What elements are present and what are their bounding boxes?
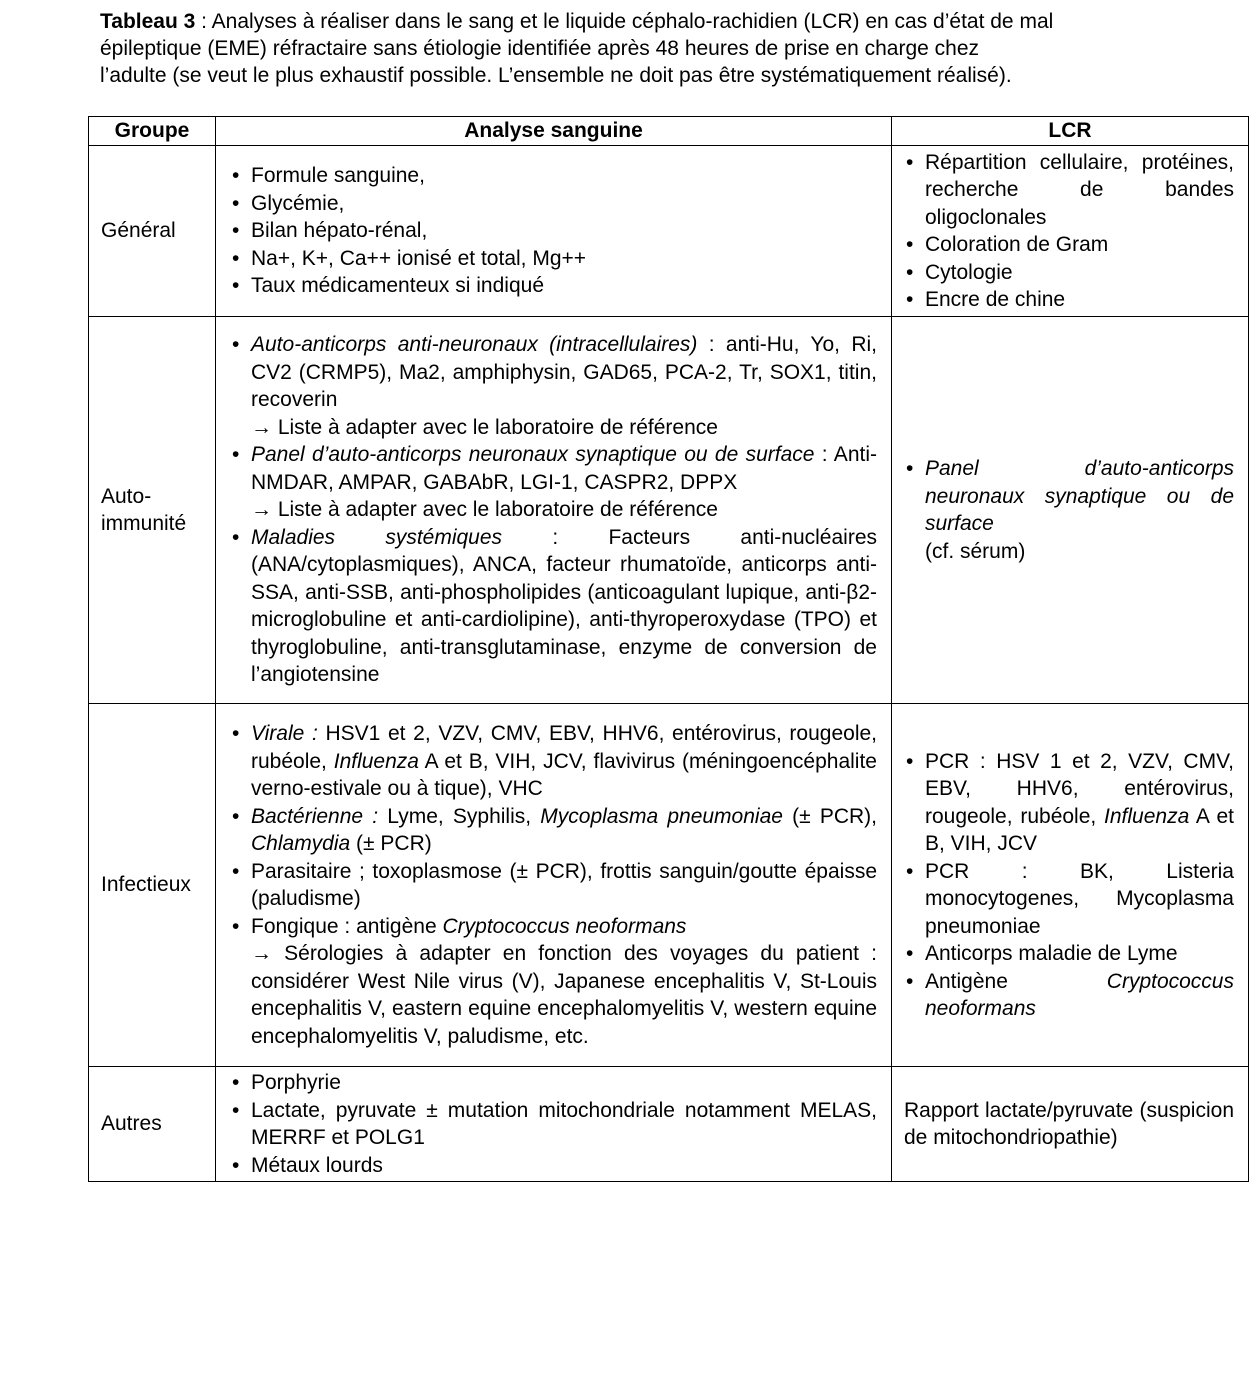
blood-cell-autres [216, 1067, 892, 1182]
list-item: • Glycémie, [230, 190, 877, 218]
list-item: • Anticorps maladie de Lyme [904, 940, 1234, 968]
header-analyse-sanguine: Analyse sanguine [216, 117, 892, 146]
header-groupe: Groupe [89, 117, 216, 146]
caption-line-3: l’adulte (se veut le plus exhaustif possible. L’ensemble ne doit pas être systématiquement réalisé). [100, 64, 1012, 87]
item-note: → Liste à adapter avec le laboratoire de référence [251, 498, 718, 522]
item-italic: Influenza [333, 749, 419, 773]
list-item: • Métaux lourds [230, 1152, 877, 1180]
list-item: • Na+, K+, Ca++ ionisé et total, Mg++ [230, 245, 877, 273]
header-lcr: LCR [892, 117, 1249, 146]
caption-label: Tableau 3 [100, 10, 196, 33]
group-cell-general: Général [89, 146, 216, 317]
item-text: : Anti-NMDAR, AMPAR, GABAbR, LGI-1, CASPR2, DPPX [251, 443, 877, 494]
item-text: (± PCR), [782, 804, 878, 828]
group-label-line-2: immunité [101, 512, 187, 535]
item-italic: Chlamydia [251, 832, 351, 855]
list-item: • PCR : BK, Listeria monocytogenes, Mycoplasma pneumoniae [904, 858, 1234, 941]
item-text: A et B, VIH, JCV [925, 804, 1234, 855]
blood-list-infectieux [230, 720, 877, 1050]
lcr-list-auto-immunite [904, 455, 1234, 565]
list-item: • Coloration de Gram [904, 231, 1234, 259]
item-text: : Facteurs anti-nucléaires (ANA/cytoplasmiques), ANCA, facteur rhumatoïde, anticorps anti-SSA, anti-SSB, anti-phospholipides (anticoagulant lupique, anti-β2-microglobuline et anti-cardiolipine), anti-thyroperoxydase (TPO) et thyroglobuline, anti-transglutaminase, enzyme de conversion de l’angiotensine [251, 525, 877, 687]
list-item: • Bilan hépato-rénal, [230, 217, 877, 245]
group-label-line-1: Auto- [101, 484, 152, 508]
item-text: Lyme, Syphilis, [378, 804, 541, 828]
table-row-general [89, 146, 1249, 317]
list-item: • Lactate, pyruvate ± mutation mitochondriale notamment MELAS, MERRF et POLG1 [230, 1097, 877, 1152]
list-item: • Répartition cellulaire, protéines, recherche de bandes oligoclonales [904, 149, 1234, 232]
blood-list-general [230, 162, 877, 300]
table-caption [100, 8, 1230, 89]
table-row-autres [89, 1067, 1249, 1182]
blood-cell-general [216, 146, 892, 317]
item-title: Virale : [251, 722, 318, 745]
item-text: HSV1 et 2, VZV, CMV, EBV, HHV6, entérovirus, rougeole, rubéole, [251, 722, 878, 773]
group-cell-infectieux: Infectieux [89, 704, 216, 1067]
table-row-auto-immunite [89, 317, 1249, 704]
item-italic: Mycoplasma pneumoniae [540, 804, 783, 828]
item-text: A et B, VIH, JCV, flavivirus (méningoencéphalite verno-estivale ou à tique), VHC [251, 749, 877, 800]
group-cell-auto-immunite [89, 317, 216, 704]
item-title: Panel d’auto-anticorps neuronaux synaptique ou de surface [251, 443, 815, 467]
blood-list-autres [230, 1069, 877, 1179]
blood-cell-auto-immunite [216, 317, 892, 704]
lcr-cell-general [892, 146, 1249, 317]
lcr-cell-auto-immunite [892, 317, 1249, 704]
list-item: • Cytologie [904, 259, 1234, 287]
item-text: PCR : HSV 1 et 2, VZV, CMV, EBV, HHV6, entérovirus, rougeole, rubéole, [925, 749, 1234, 828]
item-text: : anti-Hu, Yo, Ri, CV2 (CRMP5), Ma2, amphiphysin, GAD65, PCA-2, Tr, SOX1, titin, recoverin [251, 333, 877, 412]
list-item [230, 331, 877, 441]
item-title: Panel d’auto-anticorps neuronaux synaptique ou de surface [925, 457, 1234, 535]
item-text: Fongique : antigène [251, 914, 443, 938]
item-italic: Cryptococcus neoformans [925, 969, 1234, 1020]
list-item: • Porphyrie [230, 1069, 877, 1097]
item-text: Antigène [925, 969, 1107, 993]
list-item: • Parasitaire ; toxoplasmose (± PCR), frottis sanguin/goutte épaisse (paludisme) [230, 858, 877, 913]
item-italic: Influenza [1104, 804, 1190, 828]
caption-text-1: : Analyses à réaliser dans le sang et le liquide céphalo-rachidien (LCR) en cas d’état de mal [195, 10, 1054, 33]
lcr-cell-infectieux [892, 704, 1249, 1067]
item-title: Maladies systémiques [251, 525, 503, 549]
item-text: (± PCR) [350, 832, 432, 855]
list-item [230, 803, 877, 858]
item-note: → Liste à adapter avec le laboratoire de référence [251, 415, 718, 439]
table-header-row [89, 117, 1249, 146]
list-item [904, 455, 1234, 565]
list-item: • Taux médicamenteux si indiqué [230, 272, 877, 300]
table-row-infectieux [89, 704, 1249, 1067]
list-item [904, 968, 1234, 1023]
list-item [230, 441, 877, 524]
blood-cell-infectieux [216, 704, 892, 1067]
lcr-list-general [904, 149, 1234, 314]
item-note: (cf. sérum) [925, 539, 1026, 563]
list-item [230, 913, 877, 1051]
list-item [904, 748, 1234, 858]
list-item: • Encre de chine [904, 286, 1234, 314]
blood-list-auto-immunite [230, 331, 877, 689]
lcr-cell-autres: Rapport lactate/pyruvate (suspicion de mitochondriopathie) [892, 1067, 1249, 1182]
list-item [230, 720, 877, 803]
lcr-list-infectieux [904, 748, 1234, 1023]
caption-line-1 [100, 8, 1230, 35]
list-item [230, 524, 877, 689]
group-cell-autres: Autres [89, 1067, 216, 1182]
item-title: Bactérienne : [251, 804, 379, 828]
caption-line-2: épileptique (EME) réfractaire sans étiologie identifiée après 48 heures de prise en charge chez [100, 37, 980, 60]
item-note: → Sérologies à adapter en fonction des voyages du patient : considérer West Nile virus (V), Japanese encephalitis V, St-Louis encephalitis V, eastern equine encephalomyelitis V, western equine encephalomyelitis V, paludisme, etc. [251, 942, 877, 1048]
item-italic: Cryptococcus neoformans [442, 914, 687, 938]
analyses-table [88, 116, 1249, 1182]
item-title: Auto-anticorps anti-neuronaux (intracellulaires) [251, 333, 698, 357]
list-item: • Formule sanguine, [230, 162, 877, 190]
